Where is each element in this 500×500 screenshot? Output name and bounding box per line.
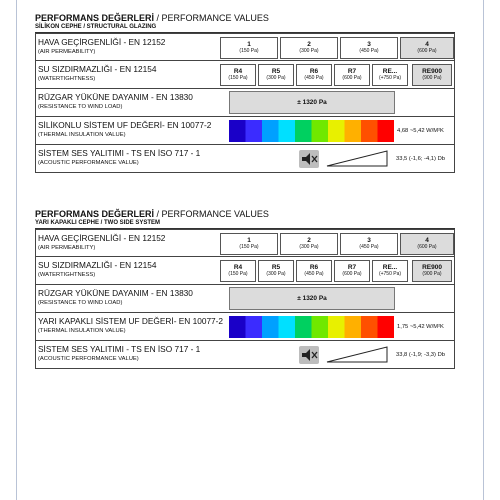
air-permeability-label: HAVA GEÇİRGENLİĞİ - EN 12152: [38, 233, 166, 243]
section-title: PERFORMANS DEĞERLERİ / PERFORMANCE VALUES: [35, 209, 269, 219]
wind-load-row: [35, 89, 455, 117]
water-class-box: R6 (450 Pa): [296, 64, 332, 86]
thermal-sublabel: (THERMAL INSULATION VALUE): [38, 328, 126, 334]
water-class-box: R5 (300 Pa): [258, 64, 294, 86]
air-permeability-row: [35, 33, 455, 61]
acoustic-sublabel: (ACOUSTIC PERFORMANCE VALUE): [38, 160, 139, 166]
thermal-label: SİLİKONLU SİSTEM UF DEĞERİ- EN 10077-2: [38, 120, 212, 130]
air-permeability-label: HAVA GEÇİRGENLİĞİ - EN 12152: [38, 37, 166, 47]
section-title: PERFORMANS DEĞERLERİ / PERFORMANCE VALUES: [35, 13, 269, 23]
thermal-sublabel: (THERMAL INSULATION VALUE): [38, 132, 126, 138]
watertightness-sublabel: (WATERTIGHTNESS): [38, 76, 96, 82]
acoustic-sublabel: (ACOUSTIC PERFORMANCE VALUE): [38, 356, 139, 362]
wind-load-value: ± 1320 Pa: [229, 91, 395, 114]
acoustic-row: [35, 341, 455, 369]
air-class-box: 3 (450 Pa): [340, 37, 398, 59]
wind-load-row: [35, 285, 455, 313]
water-class-box: R7 (600 Pa): [334, 260, 370, 282]
acoustic-label: SİSTEM SES YALITIMI - TS EN İSO 717 - 1: [38, 344, 201, 354]
air-class-box: 2 (300 Pa): [280, 233, 338, 255]
thermal-row: [35, 117, 455, 145]
watertightness-row: [35, 61, 455, 89]
thermal-gradient-bar: [229, 120, 394, 142]
watertightness-label: SU SIZDIRMAZLIĞI - EN 12154: [38, 64, 157, 74]
acoustic-value: 33,8 (-1,9; -3,3) Db: [396, 352, 445, 358]
air-class-box-selected: 4 (600 Pa): [400, 37, 454, 59]
acoustic-row: [35, 145, 455, 173]
air-permeability-sublabel: (AIR PERMEABILITY): [38, 245, 96, 251]
air-class-box-selected: 4 (600 Pa): [400, 233, 454, 255]
section-subtitle: YARI KAPAKLI CEPHE / TWO SIDE SYSTEM: [35, 220, 455, 229]
thermal-gradient-bar: [229, 316, 394, 338]
wind-load-sublabel: (RESISTANCE TO WIND LOAD): [38, 104, 123, 110]
section-structural-glazing: [35, 13, 455, 173]
air-class-box: 1 (150 Pa): [220, 37, 278, 59]
acoustic-label: SİSTEM SES YALITIMI - TS EN İSO 717 - 1: [38, 148, 201, 158]
water-class-box: R4 (150 Pa): [220, 64, 256, 86]
wind-load-sublabel: (RESISTANCE TO WIND LOAD): [38, 300, 123, 306]
rising-volume-triangle-icon: [326, 150, 388, 167]
watertightness-row: [35, 257, 455, 285]
wind-load-label: RÜZGAR YÜKÜNE DAYANIM - EN 13830: [38, 92, 193, 102]
water-class-box: R5 (300 Pa): [258, 260, 294, 282]
air-permeability-sublabel: (AIR PERMEABILITY): [38, 49, 96, 55]
water-class-box: R6 (450 Pa): [296, 260, 332, 282]
watertightness-sublabel: (WATERTIGHTNESS): [38, 272, 96, 278]
rising-volume-triangle-icon: [326, 346, 388, 363]
air-class-box: 1 (150 Pa): [220, 233, 278, 255]
water-class-box: R4 (150 Pa): [220, 260, 256, 282]
water-class-box-selected: RE900 (900 Pa): [412, 260, 452, 282]
wind-load-label: RÜZGAR YÜKÜNE DAYANIM - EN 13830: [38, 288, 193, 298]
thermal-label: YARI KAPAKLI SİSTEM UF DEĞERİ- EN 10077-2: [38, 316, 224, 326]
water-class-box-selected: RE900 (900 Pa): [412, 64, 452, 86]
thermal-value: 1,75 ~5,42 W/M²K: [397, 324, 444, 330]
air-permeability-row: [35, 229, 455, 257]
watertightness-label: SU SIZDIRMAZLIĞI - EN 12154: [38, 260, 157, 270]
water-class-box: RE... (+750 Pa): [372, 260, 408, 282]
wind-load-value: ± 1320 Pa: [229, 287, 395, 310]
section-two-side-system: [35, 209, 455, 369]
air-class-box: 2 (300 Pa): [280, 37, 338, 59]
thermal-row: [35, 313, 455, 341]
thermal-value: 4,68 ~5,42 W/M²K: [397, 128, 444, 134]
acoustic-value: 33,5 (-1,6; -4,1) Db: [396, 156, 445, 162]
air-class-box: 3 (450 Pa): [340, 233, 398, 255]
water-class-box: R7 (600 Pa): [334, 64, 370, 86]
speaker-muted-icon: [299, 346, 319, 364]
water-class-box: RE... (+750 Pa): [372, 64, 408, 86]
section-subtitle: SİLİKON CEPHE / STRUCTURAL GLAZING: [35, 24, 455, 33]
speaker-muted-icon: [299, 150, 319, 168]
